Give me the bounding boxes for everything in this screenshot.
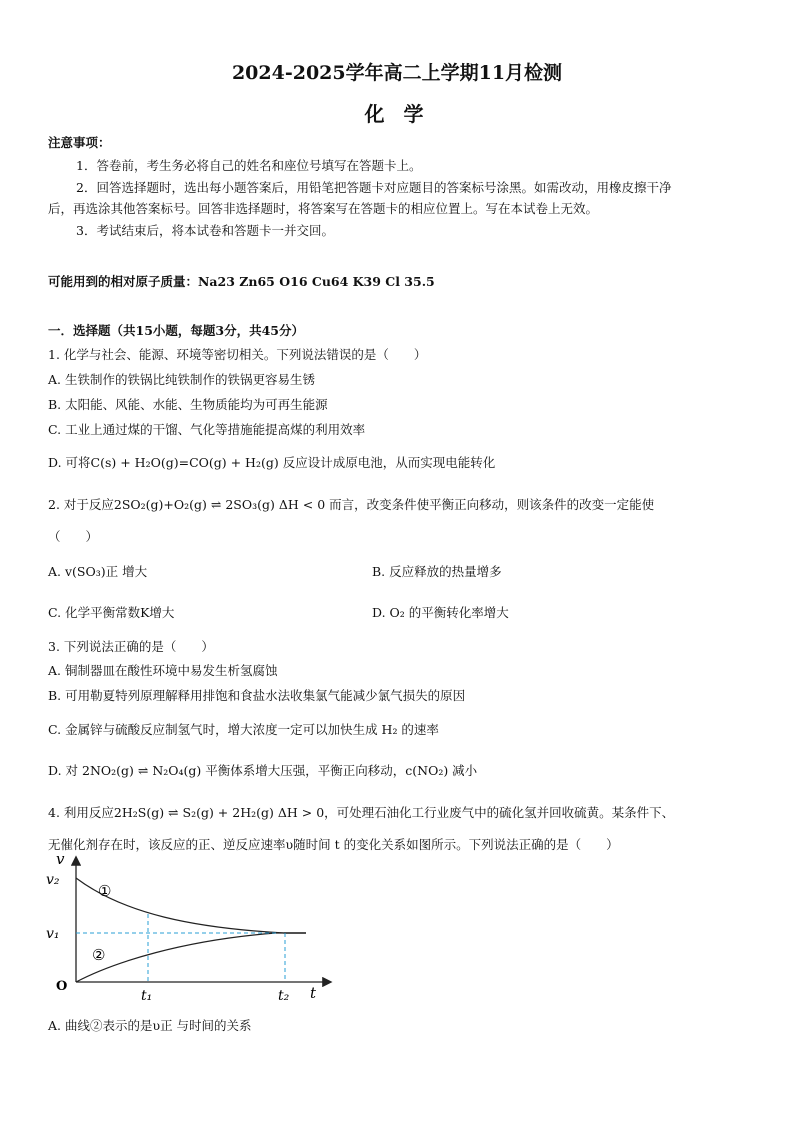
t1-label: t₁ bbox=[141, 988, 153, 1004]
q3-option-d: D. 对 2NO₂(g) ⇌ N₂O₄(g) 平衡体系增大压强，平衡正向移动，c(NO₂) 减小 bbox=[48, 763, 478, 778]
q2-option-b: B. 反应释放的热量增多 bbox=[372, 564, 502, 579]
q3-option-b: B. 可用勒夏特列原理解释用排饱和食盐水法收集氯气能减少氯气损失的原因 bbox=[48, 688, 466, 703]
q1-option-c: C. 工业上通过煤的干馏、气化等措施能提高煤的利用效率 bbox=[48, 422, 366, 437]
q1-stem: 1. 化学与社会、能源、环境等密切相关。下列说法错误的是（ ） bbox=[48, 347, 427, 362]
q2-stem-cont: （ ） bbox=[48, 529, 99, 544]
q1-option-a: A. 生铁制作的铁锅比纯铁制作的铁锅更容易生锈 bbox=[48, 372, 315, 387]
q2-option-d: D. O₂ 的平衡转化率增大 bbox=[372, 605, 509, 620]
q2-option-c: C. 化学平衡常数K增大 bbox=[48, 605, 175, 620]
notice-item-1: 1．答卷前，考生务必将自己的姓名和座位号填写在答题卡上。 bbox=[76, 158, 422, 173]
curve-2-label: ② bbox=[92, 946, 106, 964]
q3-option-a: A. 铜制器皿在酸性环境中易发生析氢腐蚀 bbox=[48, 663, 278, 678]
y-axis-label: v bbox=[56, 852, 65, 868]
v2-label: v₂ bbox=[46, 872, 60, 888]
q1-option-d: D. 可将C(s) + H₂O(g)=CO(g) + H₂(g) 反应设计成原电池，从而实现电能转化 bbox=[48, 455, 496, 470]
q4-stem: 4. 利用反应2H₂S(g) ⇌ S₂(g) + 2H₂(g) ΔH > 0，可处理石油化工行业废气中的硫化氢并回收硫黄。某条件下、 bbox=[48, 805, 675, 820]
section-heading: 一．选择题（共15小题，每题3分，共45分） bbox=[48, 323, 304, 338]
notice-item-2: 2．回答选择题时，选出每小题答案后，用铅笔把答题卡对应题目的答案标号涂黑。如需改动，用橡皮擦干净 bbox=[76, 180, 672, 195]
curve-1-label: ① bbox=[98, 882, 112, 900]
notice-heading: 注意事项： bbox=[48, 135, 111, 150]
q3-stem: 3. 下列说法正确的是（ ） bbox=[48, 639, 214, 654]
atomic-masses: 可能用到的相对原子质量：Na23 Zn65 O16 Cu64 K39 Cl 35.5 bbox=[48, 274, 435, 289]
q4-stem-cont: 无催化剂存在时，该反应的正、逆反应速率υ随时间 t 的变化关系如图所示。下列说法正确的是（ ） bbox=[48, 837, 619, 852]
exam-title: 2024-2025学年高二上学期11月检测 bbox=[231, 62, 563, 84]
x-axis-label: t bbox=[310, 984, 317, 1002]
v1-label: v₁ bbox=[46, 926, 60, 942]
curve-2 bbox=[76, 933, 306, 982]
notice-item-3: 3．考试结束后，将本试卷和答题卡一并交回。 bbox=[76, 223, 334, 238]
rate-time-graph bbox=[44, 852, 344, 1012]
q2-stem: 2. 对于反应2SO₂(g)+O₂(g) ⇌ 2SO₃(g) ΔH < 0 而言，改变条件使平衡正向移动，则该条件的改变一定能使 bbox=[48, 497, 655, 512]
q4-option-a: A. 曲线②表示的是υ正 与时间的关系 bbox=[48, 1018, 252, 1033]
notice-item-2-cont: 后，再选涂其他答案标号。回答非选择题时，将答案写在答题卡的相应位置上。写在本试卷上无效。 bbox=[48, 201, 599, 216]
q3-option-c: C. 金属锌与硫酸反应制氢气时，增大浓度一定可以加快生成 H₂ 的速率 bbox=[48, 722, 439, 737]
q1-option-b: B. 太阳能、风能、水能、生物质能均为可再生能源 bbox=[48, 397, 328, 412]
subject-title: 化 学 bbox=[364, 102, 430, 126]
q2-option-a: A. v(SO₃)正 增大 bbox=[48, 564, 148, 579]
origin-label: O bbox=[56, 979, 68, 994]
t2-label: t₂ bbox=[278, 988, 290, 1004]
